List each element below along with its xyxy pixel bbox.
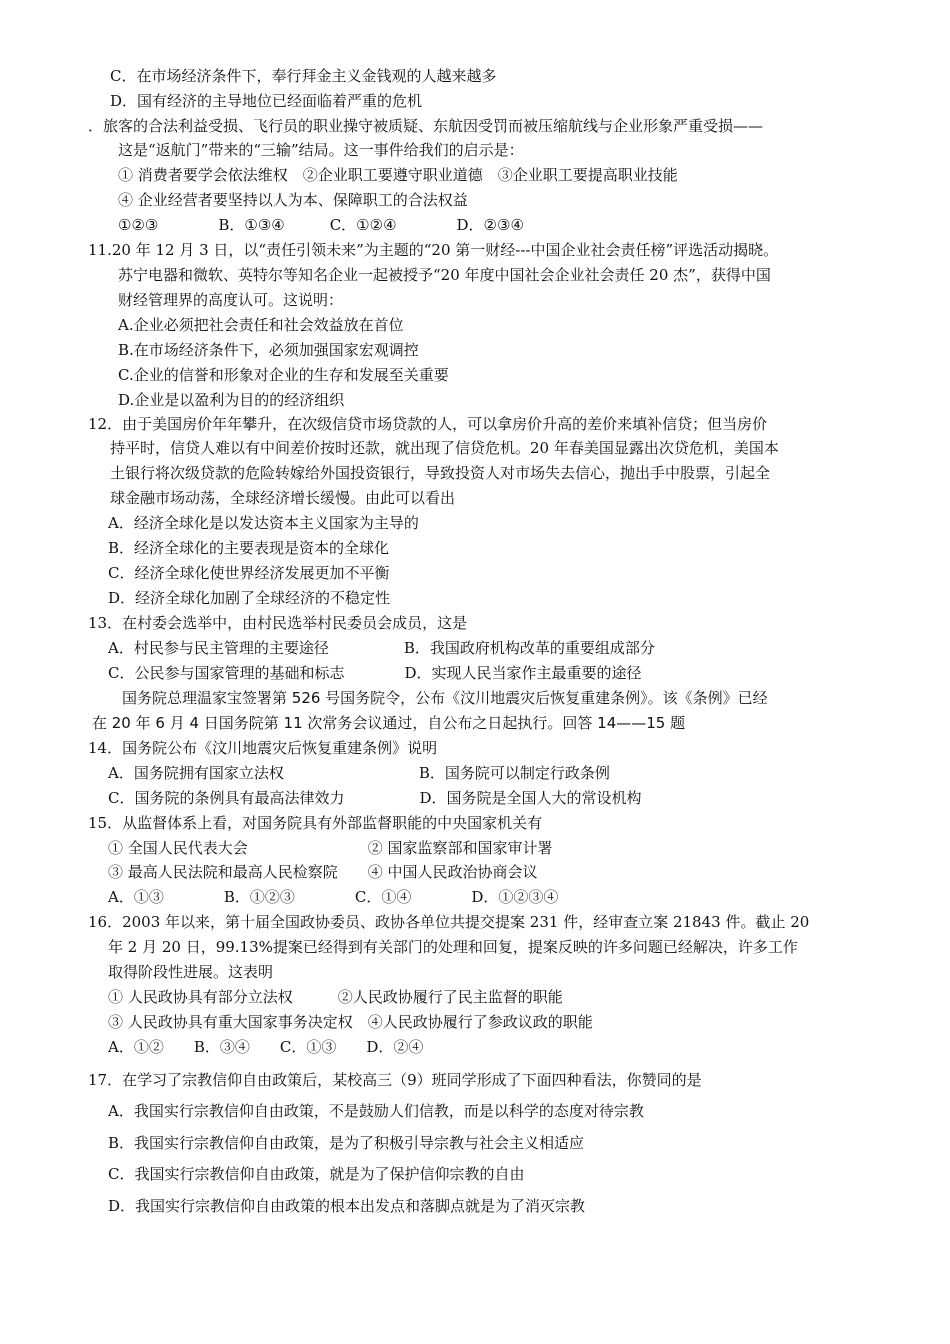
text-line: ④ 企业经营者要坚持以人为本、保障职工的合法权益 (118, 191, 468, 209)
question-15-stem: 15．从监督体系上看，对国务院具有外部监督职能的中央国家机关有 (88, 814, 543, 832)
options-cd: C．公民参与国家管理的基础和标志 D．实现人民当家作主最重要的途径 (108, 664, 642, 682)
option-a: A．经济全球化是以发达资本主义国家为主导的 (108, 514, 419, 532)
question-12-stem: 12．由于美国房价年年攀升，在次级信贷市场贷款的人，可以拿房价升高的差价来填补信贷；但当房价 (88, 415, 768, 433)
option-d: D．我国实行宗教信仰自由政策的根本出发点和落脚点就是为了消灭宗教 (108, 1197, 586, 1215)
text-line: 土银行将次级贷款的危险转嫁给外国投资银行，导致投资人对市场失去信心，抛出手中股票，引起全 (110, 464, 771, 482)
option-b: B．经济全球化的主要表现是资本的全球化 (108, 539, 390, 557)
answer-options: A．①② B．③④ C．①③ D．②④ (108, 1038, 424, 1056)
option-b: B．我国实行宗教信仰自由政策，是为了积极引导宗教与社会主义相适应 (108, 1134, 585, 1152)
text-line: ③ 最高人民法院和最高人民检察院 ④ 中国人民政治协商会议 (108, 863, 538, 881)
question-10-stem: ．旅客的合法利益受损、飞行员的职业操守被质疑、东航因受罚而被压缩航线与企业形象严重受损—— (88, 117, 764, 135)
text-line: 年 2 月 20 日，99.13%提案已经得到有关部门的处理和回复，提案反映的许多问题已经解决，许多工作 (108, 938, 798, 956)
option-d: D.企业是以盈利为目的的经济组织 (118, 391, 345, 409)
question-13-stem: 13．在村委会选举中，由村民选举村民委员会成员，这是 (88, 614, 468, 632)
options-ab: A．村民参与民主管理的主要途径 B．我国政府机构改革的重要组成部分 (108, 639, 655, 657)
text-line: 球金融市场动荡，全球经济增长缓慢。由此可以看出 (110, 489, 456, 507)
text-line: 这是“返航门”带来的“三输”结局。这一事件给我们的启示是： (118, 141, 524, 159)
question-16-stem: 16．2003 年以来，第十届全国政协委员、政协各单位共提交提案 231 件，经审查立案 21843 件。截止 20 (88, 913, 810, 931)
answer-options: A．①③ B．①②③ C．①④ D．①②③④ (108, 888, 559, 906)
option-c: C．经济全球化使世界经济发展更加不平衡 (108, 564, 390, 582)
option-d: D．经济全球化加剧了全球经济的不稳定性 (108, 589, 391, 607)
question-14-stem: 14．国务院公布《汶川地震灾后恢复重建条例》说明 (88, 739, 438, 757)
options-ab: A．国务院拥有国家立法权 B．国务院可以制定行政条例 (108, 764, 610, 782)
text-line: ① 全国人民代表大会 ② 国家监察部和国家审计署 (108, 839, 553, 857)
text-line: 财经管理界的高度认可。这说明： (118, 291, 344, 309)
text-line: 苏宁电器和微软、英特尔等知名企业一起被授予“20 年度中国社会企业社会责任 20 杰”，获得中国 (118, 266, 771, 284)
answer-options: ①②③ B．①③④ C．①②④ D．②③④ (118, 216, 524, 234)
text-line: C．在市场经济条件下，奉行拜金主义金钱观的人越来越多 (110, 67, 497, 85)
text-line: 取得阶段性进展。这表明 (108, 963, 274, 981)
text-line: ③ 人民政协具有重大国家事务决定权 ④人民政协履行了参政议政的职能 (108, 1013, 593, 1031)
option-c: C.企业的信誉和形象对企业的生存和发展至关重要 (118, 366, 449, 384)
option-a: A．我国实行宗教信仰自由政策，不是鼓励人们信教，而是以科学的态度对待宗教 (108, 1102, 644, 1120)
options-cd: C．国务院的条例具有最高法律效力 D．国务院是全国人大的常设机构 (108, 789, 642, 807)
text-line: D．国有经济的主导地位已经面临着严重的危机 (110, 92, 423, 110)
option-c: C．我国实行宗教信仰自由政策，就是为了保护信仰宗教的自由 (108, 1165, 525, 1183)
text-line: ① 消费者要学会依法维权 ②企业职工要遵守职业道德 ③企业职工要提高职业技能 (118, 166, 678, 184)
question-11-stem: 11.20 年 12 月 3 日，以“责任引领未来”为主题的“20 第一财经---中国企业社会责任榜”评选活动揭晓。 (88, 241, 779, 259)
option-b: B.在市场经济条件下，必须加强国家宏观调控 (118, 341, 419, 359)
question-17-stem: 17．在学习了宗教信仰自由政策后，某校高三（9）班同学形成了下面四种看法，你赞同的是 (88, 1071, 702, 1089)
passage-line: 在 20 年 6 月 4 日国务院第 11 次常务会议通过，自公布之日起执行。回答 14——15 题 (92, 714, 686, 732)
text-line: 持平时，信贷人难以有中间差价按时还款，就出现了信贷危机。20 年春美国显露出次贷危机，美国本 (110, 439, 779, 457)
option-a: A.企业必须把社会责任和社会效益放在首位 (118, 316, 404, 334)
text-line: ① 人民政协具有部分立法权 ②人民政协履行了民主监督的职能 (108, 988, 563, 1006)
passage-line: 国务院总理温家宝签署第 526 号国务院令，公布《汶川地震灾后恢复重建条例》。该《条例》已经 (122, 689, 768, 707)
